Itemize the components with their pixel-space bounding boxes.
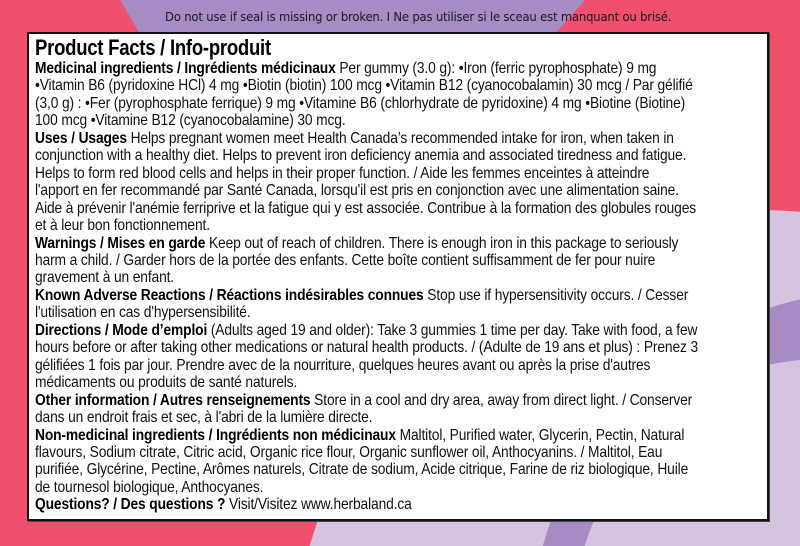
facts-line (35, 182, 761, 199)
facts-line-warnings (35, 235, 761, 252)
section-text: de tournesol biologique, Anthocyanes. (35, 478, 264, 496)
section-text: Aide à prévenir l'anémie ferriprive et la fatigue qui y est associée. Contribue à la formation des globules rouges (35, 199, 697, 217)
section-heading: Known Adverse Reactions / Réactions indésirables connues (35, 286, 424, 304)
facts-line (35, 165, 761, 182)
section-text: 100 mcg •Vitamine B12 (cyanocobalamine) 30 mcg. (35, 112, 346, 130)
product-facts-title: Product Facts / Info-produit (35, 35, 271, 60)
section-text: et à leur bon fonctionnement. (35, 217, 210, 235)
facts-line (35, 444, 761, 461)
facts-line-directions (35, 322, 761, 339)
facts-line (35, 339, 761, 356)
section-heading: Non-medicinal ingredients / Ingrédients non médicinaux (35, 426, 396, 444)
product-facts-panel (27, 32, 769, 521)
facts-line (35, 269, 761, 286)
section-heading: Questions? / Des questions ? (35, 496, 226, 514)
facts-line (35, 252, 761, 269)
section-text: conjunction with a healthy diet. Helps to prevent iron deficiency anemia and associated tiredness and fatigue. (35, 147, 687, 165)
section-text: flavours, Sodium citrate, Citric acid, Organic rice flour, Organic sunflower oil, Anthocyanins. / Maltitol, Eau (35, 443, 663, 461)
section-heading: Other information / Autres renseignements (35, 391, 311, 409)
section-text: Stop use if hypersensitivity occurs. / Cesser (423, 286, 689, 304)
facts-line-non-medicinal-ingredients (35, 427, 761, 444)
facts-line (35, 461, 761, 478)
section-text: médicaments ou produits de santé naturels. (35, 374, 298, 392)
facts-line (35, 77, 761, 94)
facts-line-other-information (35, 392, 761, 409)
section-text: Visit/Visitez www.herbaland.ca (225, 496, 412, 514)
facts-line-medicinal-ingredients (35, 60, 761, 77)
section-text: dans un endroit frais et sec, à l'abri de la lumière directe. (35, 409, 373, 427)
section-text: Per gummy (3.0 g): •Iron (ferric pyrophosphate) 9 mg (335, 60, 657, 77)
facts-line (35, 374, 761, 391)
section-heading: Uses / Usages (35, 129, 127, 147)
facts-line (35, 479, 761, 496)
facts-line (35, 200, 761, 217)
facts-line-uses (35, 130, 761, 147)
section-text: l'apport en fer recommandé par Santé Canada, lorsqu'il est pris en conjonction avec une alimentation saine. (35, 182, 679, 200)
facts-line (35, 357, 761, 374)
section-text: Helps to form red blood cells and helps in their proper function. / Aide les femmes enceintes à atteindre (35, 164, 650, 182)
facts-line (35, 95, 761, 112)
facts-line (35, 409, 761, 426)
section-text: Helps pregnant women meet Health Canada’s recommended intake for iron, when taken in (126, 129, 674, 147)
section-heading: Directions / Mode d’emploi (35, 321, 208, 339)
section-text: (3,0 g) : •Fer (pyrophosphate ferrique) 9 mg •Vitamine B6 (chlorhydrate de pyridoxine) 4 mg •Biotine (Biotine) (35, 94, 686, 112)
section-text: purifiée, Glycérine, Pectine, Arômes naturels, Citrate de sodium, Acide citrique, Farine de riz biologique, Huile (35, 461, 689, 479)
seal-warning-notice (0, 9, 800, 24)
section-heading: Warnings / Mises en garde (35, 234, 206, 252)
facts-line-questions (35, 496, 761, 513)
facts-line-adverse-reactions (35, 287, 761, 304)
section-text: gélifiées 1 fois par jour. Prendre avec de la nourriture, quelques heures avant ou après la prise d'autres (35, 356, 651, 374)
section-text: Maltitol, Purified water, Glycerin, Pectin, Natural (395, 426, 685, 444)
section-text: Store in a cool and dry area, away from direct light. / Conserver (310, 391, 693, 409)
section-text: •Vitamin B6 (pyridoxine HCl) 4 mg •Biotin (biotin) 100 mcg •Vitamin B12 (cyanocobalamin) 30 mcg / Par gélifié (35, 77, 693, 95)
facts-line (35, 147, 761, 164)
section-text: gravement à un enfant. (35, 269, 175, 287)
section-text: (Adults aged 19 and older): Take 3 gummies 1 time per day. Take with food, a few (207, 321, 698, 339)
section-text: l'utilisation en cas d'hypersensibilité. (35, 304, 251, 322)
facts-line (35, 217, 761, 234)
facts-line (35, 304, 761, 321)
section-text: harm a child. / Garder hors de la portée des enfants. Cette boîte contient suffisamment de fer pour nuire (35, 251, 656, 269)
product-facts-content (35, 36, 761, 514)
product-facts-lines (35, 60, 761, 514)
section-text: hours before or after taking other medications or natural health products. / (Adulte de 19 ans et plus) : Prenez 3 (35, 339, 699, 357)
facts-line (35, 112, 761, 129)
section-heading: Medicinal ingredients / Ingrédients médicinaux (35, 60, 336, 77)
seal-warning-text: Do not use if seal is missing or broken. I Ne pas utiliser si le sceau est manquant ou brisé. (164, 9, 672, 24)
section-text: Keep out of reach of children. There is enough iron in this package to seriously (205, 234, 679, 252)
